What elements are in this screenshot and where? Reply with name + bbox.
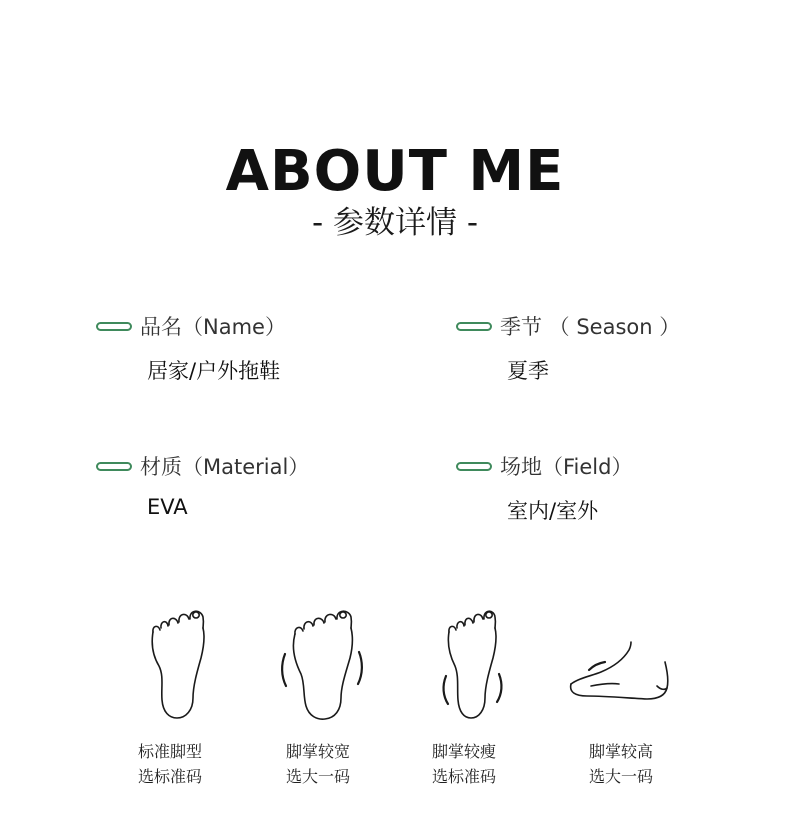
spec-label: 品名（Name） [140, 315, 286, 339]
page-title: ABOUT ME [225, 139, 565, 204]
spec-item-name [96, 311, 286, 385]
spec-item-material [96, 451, 309, 519]
foot-type-wide [258, 604, 378, 786]
pill-icon [456, 322, 492, 331]
spec-label: 季节 （ Season ） [500, 315, 681, 339]
foot-type-thin [404, 604, 524, 786]
foot-caption-line1: 脚掌较高 [588, 742, 653, 761]
page-subtitle: - 参数详情 - [311, 205, 479, 241]
spec-item-field [456, 451, 632, 525]
spec-value: 室内/室外 [507, 499, 599, 523]
foot-type-high-instep [561, 604, 681, 786]
foot-caption-line2: 选大一码 [588, 767, 653, 786]
pill-icon [456, 462, 492, 471]
thin-foot-icon [419, 604, 509, 724]
foot-caption-line2: 选标准码 [137, 767, 202, 786]
spec-item-season [456, 311, 680, 385]
foot-caption-line2: 选大一码 [285, 767, 350, 786]
wide-foot-icon [273, 604, 363, 724]
foot-caption-line1: 标准脚型 [137, 742, 202, 761]
standard-foot-icon [125, 604, 215, 724]
foot-caption-line1: 脚掌较宽 [285, 742, 350, 761]
spec-label: 场地（Field） [500, 455, 633, 479]
pill-icon [96, 322, 132, 331]
foot-caption-line2: 选标准码 [431, 767, 496, 786]
pill-icon [96, 462, 132, 471]
foot-caption-line1: 脚掌较瘦 [431, 742, 496, 761]
spec-value: 夏季 [507, 359, 549, 383]
spec-value: 居家/户外拖鞋 [147, 359, 281, 383]
foot-type-standard [110, 604, 230, 786]
spec-label: 材质（Material） [140, 455, 310, 479]
high-instep-foot-icon [561, 604, 681, 724]
spec-value: EVA [147, 495, 188, 519]
